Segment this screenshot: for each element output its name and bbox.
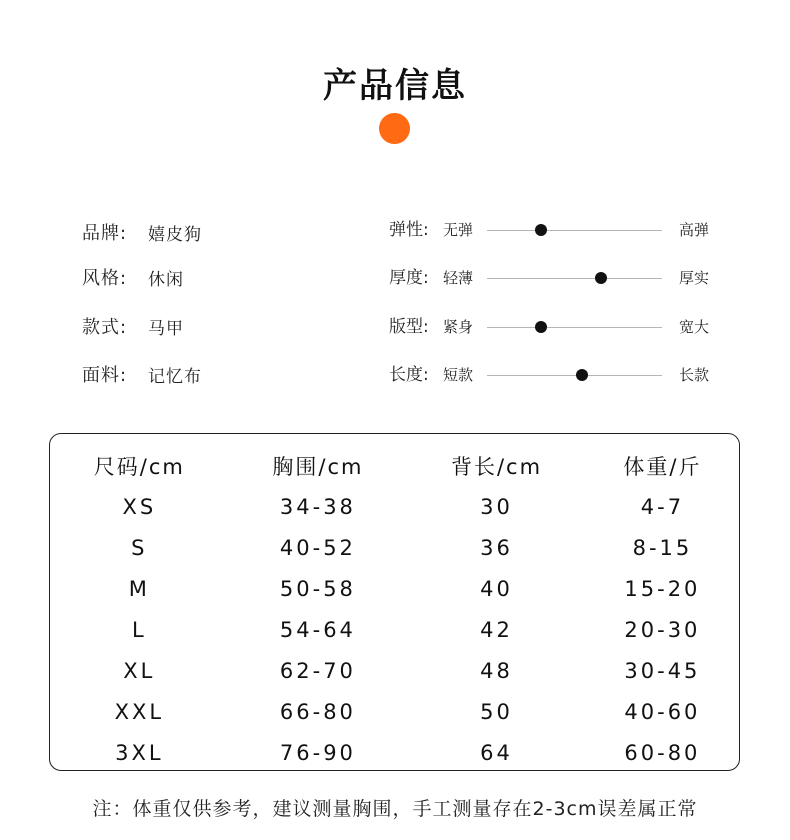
scale-knob [535, 224, 547, 236]
attribute-label: 款式: [82, 317, 128, 338]
scale-low-label: 无弹 [443, 221, 474, 239]
table-cell: 30 [480, 494, 513, 519]
scale-high-label: 厚实 [679, 269, 710, 287]
scale-low-label: 轻薄 [443, 269, 474, 287]
table-cell: 40-60 [624, 699, 701, 724]
attribute-label: 风格: [82, 268, 128, 289]
table-cell: 34-38 [279, 494, 356, 519]
attribute-type [82, 313, 184, 339]
scale-thickness [389, 265, 719, 291]
scale-high-label: 长款 [679, 366, 710, 384]
scale-high-label: 高弹 [679, 221, 710, 239]
attribute-brand [82, 219, 202, 245]
table-cell: 64 [480, 740, 513, 765]
table-cell: 48 [480, 658, 513, 683]
scale-track [487, 230, 662, 231]
table-cell: 60-80 [624, 740, 701, 765]
attribute-value: 休闲 [148, 269, 184, 290]
footnote: 注：体重仅供参考，建议测量胸围，手工测量存在2-3cm误差属正常 [92, 798, 698, 820]
table-cell: 62-70 [279, 658, 356, 683]
table-cell: 40 [480, 576, 513, 601]
table-cell: 42 [480, 617, 513, 642]
table-row [50, 486, 739, 527]
size-chart [49, 433, 740, 771]
table-cell: 76-90 [279, 740, 356, 765]
table-cell: 20-30 [624, 617, 701, 642]
table-cell: 36 [480, 535, 513, 560]
scale-low-label: 短款 [443, 366, 474, 384]
table-cell: XS [122, 494, 157, 519]
attribute-value: 记忆布 [148, 366, 202, 387]
table-cell: 8-15 [632, 535, 693, 560]
table-cell: XL [123, 658, 156, 683]
scale-label: 厚度: [389, 268, 429, 288]
table-row [50, 609, 739, 650]
attribute-fabric [82, 361, 202, 387]
scale-track [487, 327, 662, 328]
scale-label: 版型: [389, 317, 429, 337]
accent-dot [379, 113, 410, 144]
attribute-label: 品牌: [82, 223, 128, 244]
scale-knob [595, 272, 607, 284]
table-cell: 54-64 [279, 617, 356, 642]
table-cell: 30-45 [624, 658, 701, 683]
scale-knob [535, 321, 547, 333]
table-cell: 15-20 [624, 576, 701, 601]
table-row [50, 650, 739, 691]
attribute-style [82, 264, 184, 290]
page-title: 产品信息 [323, 66, 467, 106]
scale-track [487, 375, 662, 376]
table-row [50, 691, 739, 732]
scale-low-label: 紧身 [443, 318, 474, 336]
table-row [50, 568, 739, 609]
table-cell: XXL [114, 699, 165, 724]
column-header-chest: 胸围/cm [272, 455, 364, 479]
table-cell: 4-7 [640, 494, 685, 519]
table-cell: 66-80 [279, 699, 356, 724]
table-row [50, 527, 739, 568]
column-header-size: 尺码/cm [93, 455, 185, 479]
scale-track [487, 278, 662, 279]
size-table [50, 446, 739, 773]
table-header-row [50, 446, 739, 486]
scale-fit [389, 314, 719, 340]
scale-length [389, 362, 719, 388]
scale-label: 弹性: [389, 220, 429, 240]
table-cell: 50-58 [279, 576, 356, 601]
column-header-weight: 体重/斤 [623, 455, 702, 479]
table-cell: M [128, 576, 150, 601]
scale-label: 长度: [389, 365, 429, 385]
scale-high-label: 宽大 [679, 318, 710, 336]
table-cell: S [131, 535, 148, 560]
attribute-value: 马甲 [148, 318, 184, 339]
scale-knob [576, 369, 588, 381]
table-cell: 50 [480, 699, 513, 724]
table-cell: 3XL [115, 740, 164, 765]
table-row [50, 732, 739, 773]
table-cell: 40-52 [279, 535, 356, 560]
attribute-value: 嬉皮狗 [148, 224, 202, 245]
column-header-back-length: 背长/cm [450, 455, 543, 479]
scale-elasticity [389, 217, 719, 243]
table-cell: L [131, 617, 147, 642]
attribute-label: 面料: [82, 365, 128, 386]
